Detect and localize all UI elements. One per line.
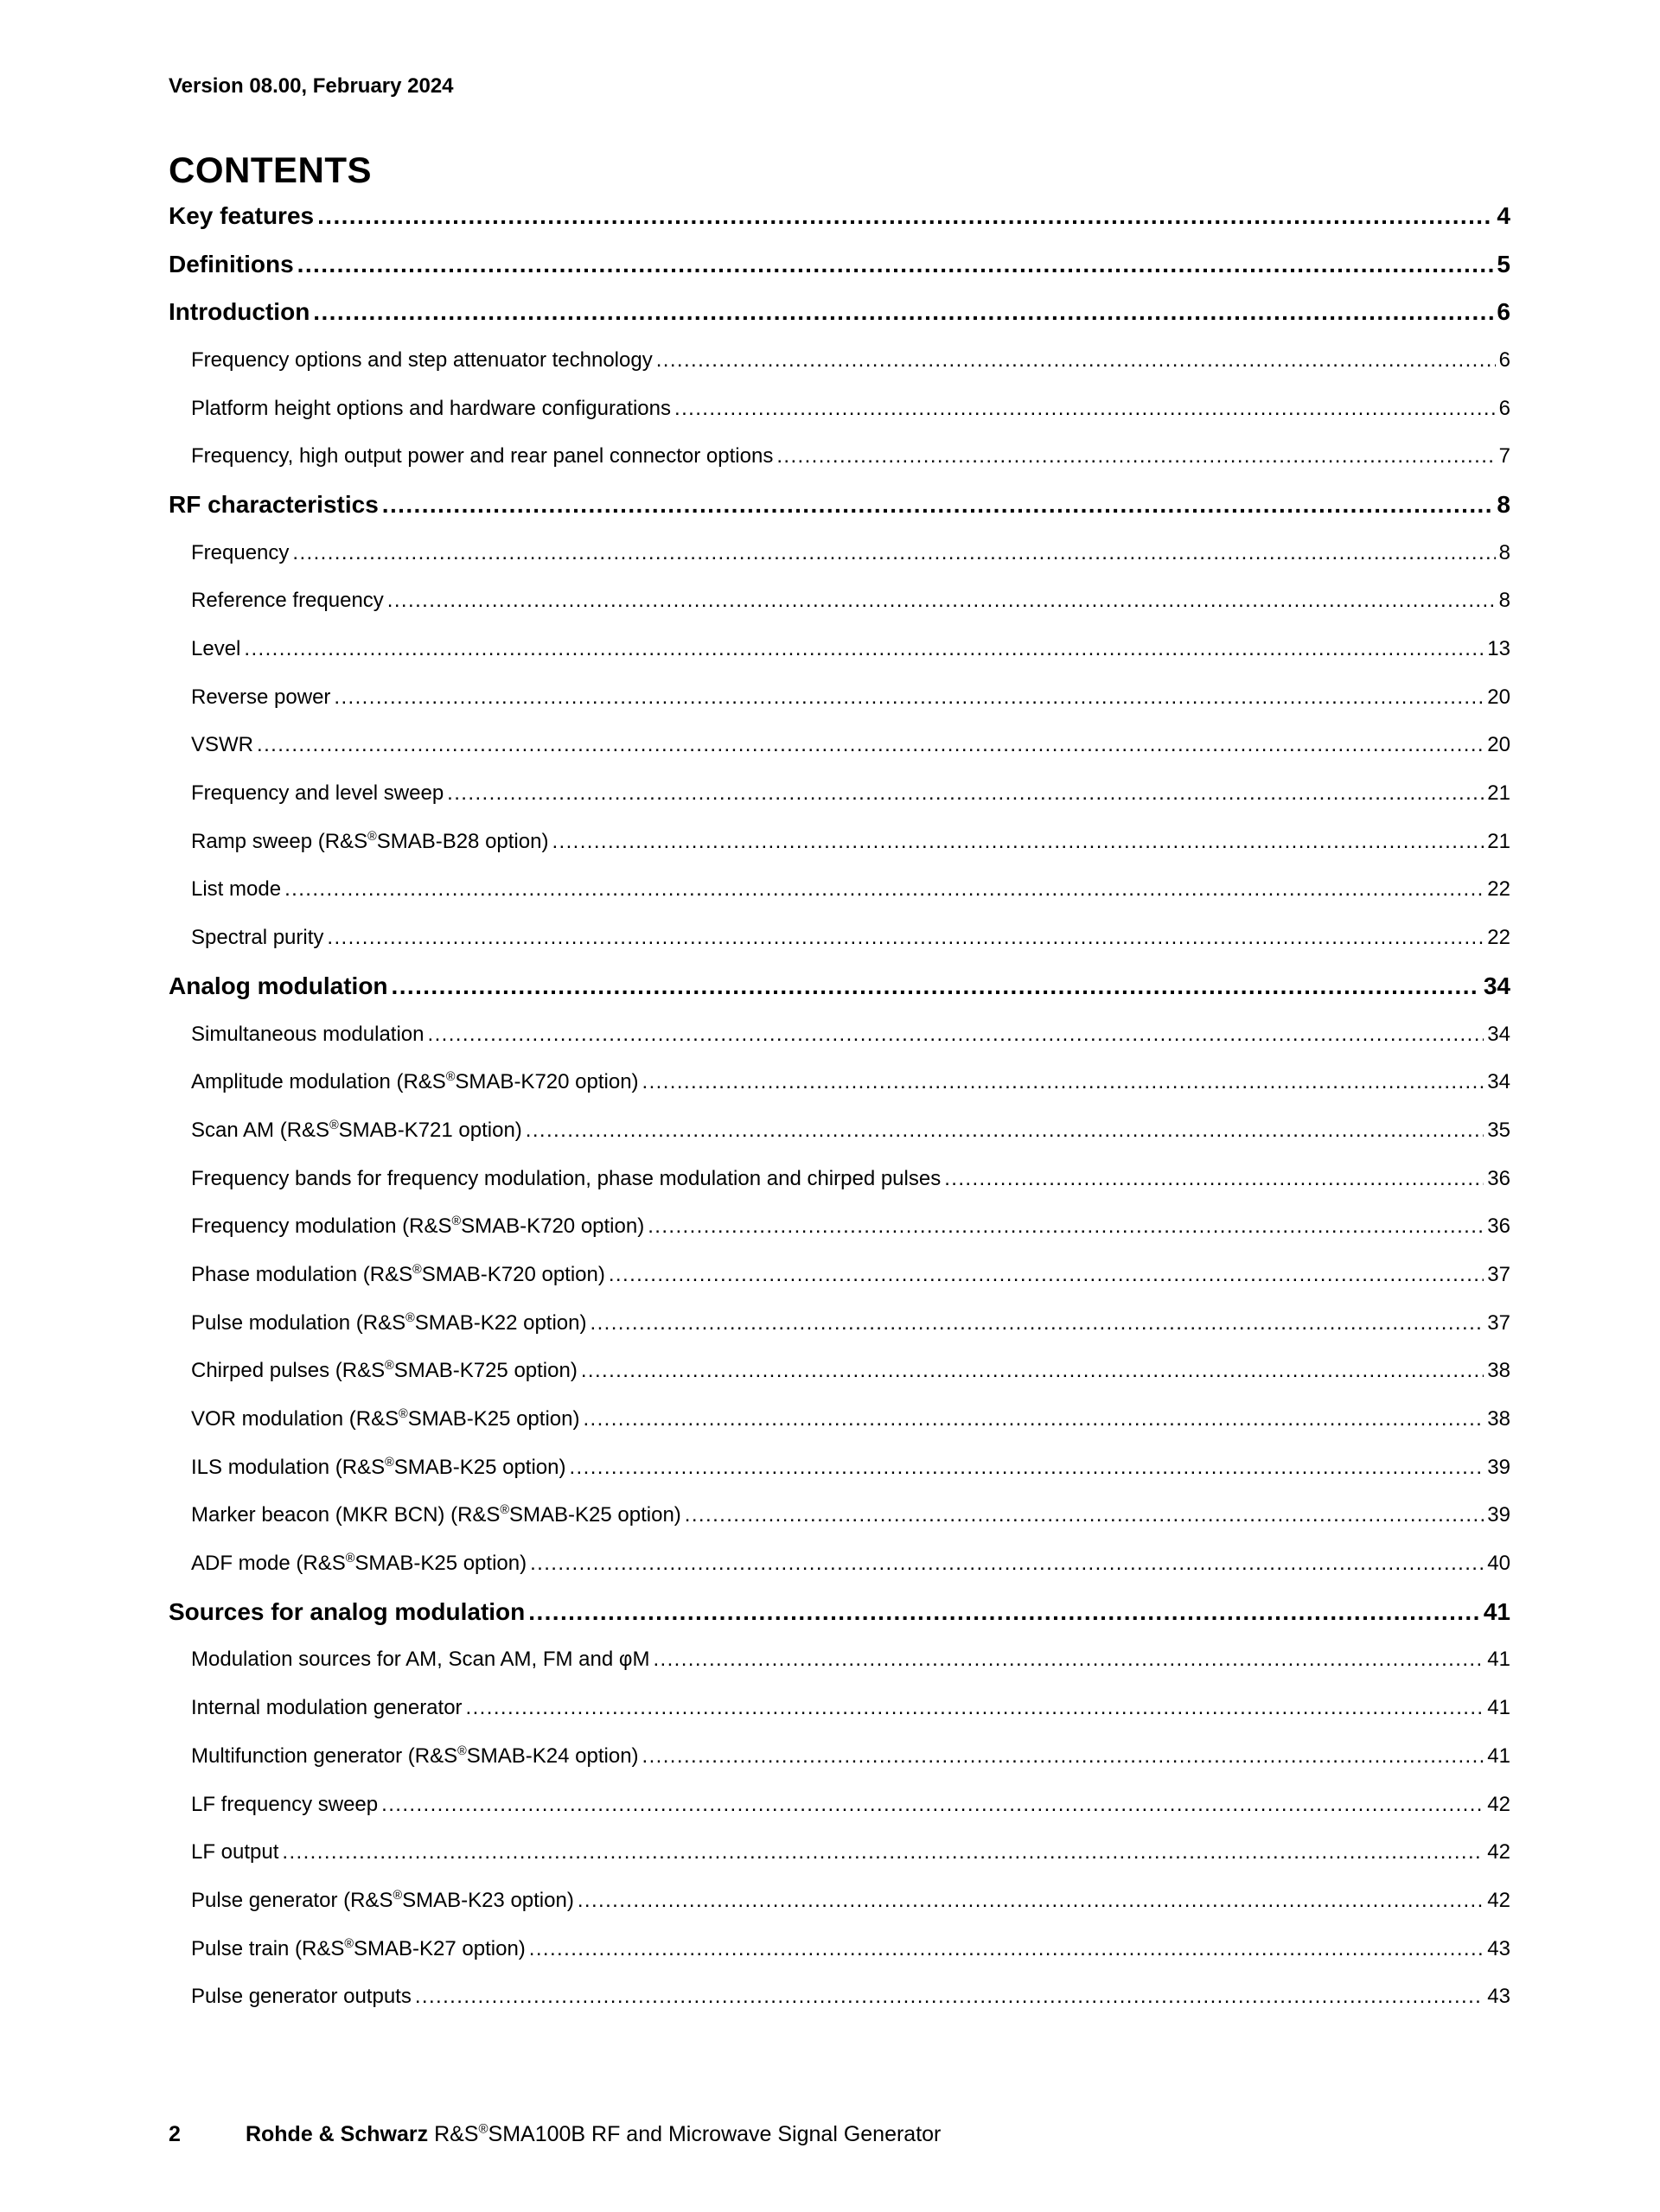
toc-subsection-entry[interactable] bbox=[169, 673, 1510, 722]
toc-leader-dots bbox=[583, 1407, 1484, 1431]
toc-entry-title: Pulse generator outputs bbox=[191, 1985, 412, 2009]
toc-leader-dots bbox=[282, 1840, 1484, 1865]
toc-leader-dots bbox=[653, 1648, 1484, 1672]
footer-page-number: 2 bbox=[169, 2122, 181, 2146]
toc-leader-dots bbox=[674, 397, 1496, 421]
toc-subsection-entry[interactable] bbox=[169, 1828, 1510, 1877]
toc-entry-page-number: 34 bbox=[1487, 1070, 1510, 1094]
toc-leader-dots bbox=[685, 1503, 1484, 1527]
toc-entry-title: Level bbox=[191, 637, 241, 661]
toc-entry-page-number: 38 bbox=[1487, 1407, 1510, 1431]
toc-subsection-entry[interactable] bbox=[169, 1348, 1510, 1396]
toc-entry-page-number: 21 bbox=[1487, 781, 1510, 806]
toc-subsection-entry[interactable] bbox=[169, 1492, 1510, 1540]
footer-product: R&S®SMA100B RF and Microwave Signal Generator bbox=[434, 2121, 942, 2146]
toc-subsection-entry[interactable] bbox=[169, 1636, 1510, 1685]
toc-entry-title: Sources for analog modulation bbox=[169, 1597, 526, 1625]
toc-entry-title: VOR modulation (R&S®SMAB-K25 option) bbox=[191, 1407, 580, 1431]
toc-leader-dots bbox=[382, 491, 1494, 519]
toc-entry-page-number: 22 bbox=[1487, 926, 1510, 950]
toc-subsection-entry[interactable] bbox=[169, 1973, 1510, 2021]
toc-subsection-entry[interactable] bbox=[169, 1251, 1510, 1299]
toc-subsection-entry[interactable] bbox=[169, 1155, 1510, 1203]
toc-leader-dots bbox=[317, 202, 1493, 230]
toc-leader-dots bbox=[415, 1985, 1484, 2009]
toc-entry-page-number: 42 bbox=[1487, 1840, 1510, 1865]
toc-subsection-entry[interactable] bbox=[169, 529, 1510, 577]
toc-entry-page-number: 8 bbox=[1497, 490, 1510, 518]
toc-entry-page-number: 43 bbox=[1487, 1985, 1510, 2009]
toc-entry-page-number: 38 bbox=[1487, 1359, 1510, 1383]
toc-subsection-entry[interactable] bbox=[169, 1299, 1510, 1348]
toc-subsection-entry[interactable] bbox=[169, 1395, 1510, 1444]
toc-entry-page-number: 4 bbox=[1497, 201, 1510, 229]
toc-leader-dots bbox=[529, 1937, 1484, 1961]
toc-entry-page-number: 41 bbox=[1487, 1696, 1510, 1720]
toc-entry-page-number: 21 bbox=[1487, 829, 1510, 853]
toc-leader-dots bbox=[313, 298, 1493, 326]
toc-entry-title: Definitions bbox=[169, 250, 294, 277]
toc-section-entry[interactable] bbox=[169, 192, 1510, 240]
toc-subsection-entry[interactable] bbox=[169, 769, 1510, 818]
toc-leader-dots bbox=[387, 589, 1496, 613]
toc-leader-dots bbox=[466, 1696, 1484, 1720]
toc-subsection-entry[interactable] bbox=[169, 625, 1510, 673]
toc-entry-title: Introduction bbox=[169, 298, 310, 326]
toc-section-entry[interactable] bbox=[169, 1588, 1510, 1636]
toc-entry-page-number: 6 bbox=[1498, 347, 1510, 372]
toc-entry-page-number: 22 bbox=[1487, 877, 1510, 902]
toc-leader-dots bbox=[609, 1263, 1484, 1287]
toc-subsection-entry[interactable] bbox=[169, 866, 1510, 915]
toc-leader-dots bbox=[530, 1552, 1484, 1576]
toc-subsection-entry[interactable] bbox=[169, 1202, 1510, 1251]
toc-entry-page-number: 40 bbox=[1487, 1552, 1510, 1576]
toc-leader-dots bbox=[776, 444, 1495, 469]
toc-leader-dots bbox=[447, 781, 1484, 806]
toc-leader-dots bbox=[297, 251, 1494, 278]
toc-entry-page-number: 5 bbox=[1497, 250, 1510, 277]
toc-leader-dots bbox=[642, 1070, 1484, 1094]
toc-entry-title: Platform height options and hardware configurations bbox=[191, 396, 671, 420]
toc-entry-page-number: 37 bbox=[1487, 1310, 1510, 1335]
toc-entry-page-number: 13 bbox=[1487, 637, 1510, 661]
toc-subsection-entry[interactable] bbox=[169, 1539, 1510, 1588]
toc-entry-page-number: 41 bbox=[1487, 1648, 1510, 1672]
toc-entry-title: LF frequency sweep bbox=[191, 1792, 379, 1816]
toc-leader-dots bbox=[244, 637, 1484, 661]
toc-entry-title: Chirped pulses (R&S®SMAB-K725 option) bbox=[191, 1359, 578, 1383]
toc-entry-title: Frequency, high output power and rear panel connector options bbox=[191, 444, 774, 469]
toc-subsection-entry[interactable] bbox=[169, 385, 1510, 433]
toc-section-entry[interactable] bbox=[169, 481, 1510, 529]
toc-entry-title: Frequency and level sweep bbox=[191, 781, 444, 806]
toc-entry-page-number: 36 bbox=[1487, 1166, 1510, 1190]
toc-entry-page-number: 42 bbox=[1487, 1888, 1510, 1912]
toc-entry-title: Multifunction generator (R&S®SMAB-K24 option) bbox=[191, 1743, 639, 1768]
toc-subsection-entry[interactable] bbox=[169, 1781, 1510, 1829]
toc-leader-dots bbox=[428, 1023, 1484, 1047]
toc-entry-page-number: 6 bbox=[1498, 396, 1510, 420]
toc-entry-title: VSWR bbox=[191, 733, 253, 757]
toc-entry-page-number: 41 bbox=[1487, 1743, 1510, 1768]
toc-entry-title: ADF mode (R&S®SMAB-K25 option) bbox=[191, 1552, 527, 1576]
toc-subsection-entry[interactable] bbox=[169, 1732, 1510, 1781]
toc-leader-dots bbox=[292, 541, 1495, 565]
toc-entry-title: List mode bbox=[191, 877, 282, 902]
toc-entry-title: Amplitude modulation (R&S®SMAB-K720 option) bbox=[191, 1070, 639, 1094]
toc-leader-dots bbox=[552, 830, 1484, 854]
toc-entry-title: Reverse power bbox=[191, 685, 331, 709]
toc-subsection-entry[interactable] bbox=[169, 432, 1510, 481]
toc-entry-title: RF characteristics bbox=[169, 490, 379, 518]
toc-entry-title: Pulse generator (R&S®SMAB-K23 option) bbox=[191, 1888, 574, 1912]
toc-entry-title: Ramp sweep (R&S®SMAB-B28 option) bbox=[191, 829, 549, 853]
toc-subsection-entry[interactable] bbox=[169, 1444, 1510, 1492]
toc-entry-title: Frequency options and step attenuator technology bbox=[191, 347, 653, 372]
toc-entry-page-number: 42 bbox=[1487, 1792, 1510, 1816]
toc-entry-title: Modulation sources for AM, Scan AM, FM and φM bbox=[191, 1648, 650, 1672]
toc-leader-dots bbox=[944, 1167, 1484, 1191]
toc-leader-dots bbox=[334, 685, 1484, 710]
toc-entry-page-number: 34 bbox=[1487, 1022, 1510, 1046]
toc-leader-dots bbox=[392, 972, 1480, 1000]
toc-subsection-entry[interactable] bbox=[169, 818, 1510, 866]
footer-brand: Rohde & Schwarz bbox=[245, 2122, 429, 2146]
toc-leader-dots bbox=[642, 1744, 1484, 1769]
toc-entry-page-number: 41 bbox=[1483, 1597, 1510, 1625]
toc-entry-page-number: 35 bbox=[1487, 1118, 1510, 1142]
toc-entry-title: Frequency modulation (R&S®SMAB-K720 option) bbox=[191, 1214, 645, 1239]
toc-entry-title: Pulse modulation (R&S®SMAB-K22 option) bbox=[191, 1310, 587, 1335]
toc-entry-title: Frequency bands for frequency modulation, phase modulation and chirped pulses bbox=[191, 1166, 942, 1190]
toc-entry-page-number: 37 bbox=[1487, 1262, 1510, 1286]
toc-leader-dots bbox=[528, 1598, 1480, 1626]
table-of-contents bbox=[169, 192, 1510, 2021]
toc-entry-page-number: 34 bbox=[1483, 972, 1510, 999]
toc-entry-page-number: 8 bbox=[1498, 540, 1510, 564]
toc-entry-title: Frequency bbox=[191, 540, 290, 564]
toc-leader-dots bbox=[526, 1119, 1484, 1143]
toc-leader-dots bbox=[569, 1456, 1484, 1480]
toc-entry-page-number: 8 bbox=[1498, 589, 1510, 613]
toc-entry-page-number: 6 bbox=[1497, 298, 1510, 326]
contents-title: CONTENTS bbox=[169, 150, 372, 190]
toc-subsection-entry[interactable] bbox=[169, 1925, 1510, 1973]
toc-entry-title: Marker beacon (MKR BCN) (R&S®SMAB-K25 option) bbox=[191, 1503, 681, 1527]
toc-entry-title: Internal modulation generator bbox=[191, 1696, 463, 1720]
toc-entry-title: Phase modulation (R&S®SMAB-K720 option) bbox=[191, 1262, 605, 1286]
page-footer bbox=[169, 2122, 941, 2147]
toc-leader-dots bbox=[257, 733, 1484, 757]
toc-subsection-entry[interactable] bbox=[169, 577, 1510, 626]
toc-subsection-entry[interactable] bbox=[169, 722, 1510, 770]
toc-entry-title: Pulse train (R&S®SMAB-K27 option) bbox=[191, 1936, 526, 1960]
toc-leader-dots bbox=[578, 1889, 1484, 1913]
toc-entry-page-number: 20 bbox=[1487, 733, 1510, 757]
toc-section-entry[interactable] bbox=[169, 962, 1510, 1010]
toc-subsection-entry[interactable] bbox=[169, 914, 1510, 962]
toc-subsection-entry[interactable] bbox=[169, 1010, 1510, 1059]
toc-subsection-entry[interactable] bbox=[169, 1106, 1510, 1155]
toc-leader-dots bbox=[591, 1311, 1484, 1335]
toc-leader-dots bbox=[327, 926, 1484, 950]
toc-subsection-entry[interactable] bbox=[169, 1877, 1510, 1925]
toc-section-entry[interactable] bbox=[169, 288, 1510, 336]
toc-leader-dots bbox=[648, 1214, 1484, 1239]
toc-subsection-entry[interactable] bbox=[169, 1058, 1510, 1106]
toc-entry-page-number: 39 bbox=[1487, 1455, 1510, 1479]
toc-entry-page-number: 36 bbox=[1487, 1214, 1510, 1239]
toc-leader-dots bbox=[581, 1359, 1484, 1383]
toc-entry-title: LF output bbox=[191, 1840, 279, 1865]
toc-entry-title: ILS modulation (R&S®SMAB-K25 option) bbox=[191, 1455, 566, 1479]
toc-entry-title: Reference frequency bbox=[191, 589, 384, 613]
toc-leader-dots bbox=[656, 348, 1496, 373]
toc-entry-page-number: 39 bbox=[1487, 1503, 1510, 1527]
toc-leader-dots bbox=[381, 1793, 1484, 1817]
version-header: Version 08.00, February 2024 bbox=[169, 74, 454, 98]
toc-entry-title: Analog modulation bbox=[169, 972, 388, 999]
toc-entry-title: Spectral purity bbox=[191, 926, 324, 950]
toc-leader-dots bbox=[284, 877, 1484, 902]
toc-entry-page-number: 7 bbox=[1498, 444, 1510, 469]
toc-entry-title: Key features bbox=[169, 201, 315, 229]
toc-subsection-entry[interactable] bbox=[169, 1684, 1510, 1732]
toc-subsection-entry[interactable] bbox=[169, 336, 1510, 385]
toc-section-entry[interactable] bbox=[169, 240, 1510, 289]
toc-entry-page-number: 43 bbox=[1487, 1936, 1510, 1960]
toc-entry-title: Simultaneous modulation bbox=[191, 1022, 425, 1046]
toc-entry-page-number: 20 bbox=[1487, 685, 1510, 709]
toc-entry-title: Scan AM (R&S®SMAB-K721 option) bbox=[191, 1118, 522, 1142]
